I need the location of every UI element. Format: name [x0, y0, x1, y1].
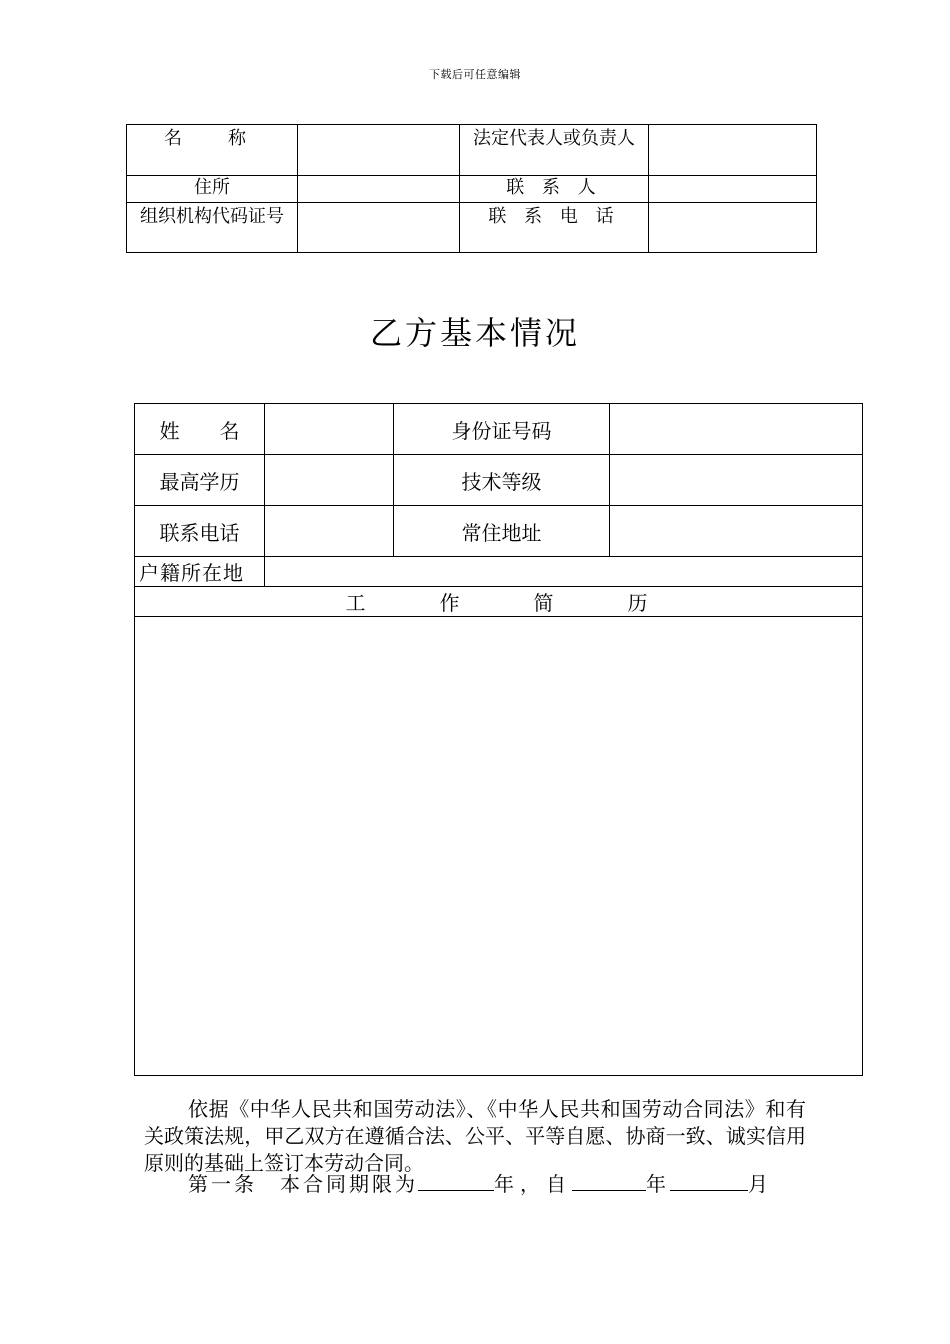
party-b-table	[134, 403, 863, 1076]
education-value-cell[interactable]	[265, 455, 394, 506]
address-label: 住所	[127, 176, 298, 203]
clause-1-month: 月	[748, 1172, 768, 1196]
section-title: 乙方基本情况	[369, 314, 580, 352]
term-years-blank[interactable]	[418, 1170, 494, 1191]
phone-label: 联 系 电 话	[460, 203, 649, 253]
b-name-value-cell[interactable]	[265, 404, 394, 455]
clause-1	[188, 1170, 768, 1198]
intro-text: 依据《中华人民共和国劳动法》、《中华人民共和国劳动合同法》和有关政策法规，甲乙双方在遵循合法、公平、平等自愿、协商一致、诚实信用原则的基础上签订本劳动合同。	[144, 1097, 806, 1175]
id-number-label: 身份证号码	[394, 404, 610, 455]
contact-value-cell[interactable]	[649, 176, 817, 203]
work-history-title: 工作简历	[135, 587, 863, 617]
hukou-value-cell[interactable]	[265, 557, 863, 587]
residence-value-cell[interactable]	[610, 506, 863, 557]
start-month-blank[interactable]	[670, 1170, 748, 1191]
clause-1-year-from: 年，自	[494, 1172, 572, 1196]
b-phone-value-cell[interactable]	[265, 506, 394, 557]
party-a-table	[126, 124, 817, 253]
clause-1-year: 年	[646, 1172, 666, 1196]
org-code-value-cell[interactable]	[298, 203, 460, 253]
name-value-cell[interactable]	[298, 125, 460, 176]
residence-label: 常住地址	[394, 506, 610, 557]
org-code-label: 组织机构代码证号	[127, 203, 298, 253]
name-label: 名 称	[127, 125, 298, 176]
skill-level-value-cell[interactable]	[610, 455, 863, 506]
id-number-value-cell[interactable]	[610, 404, 863, 455]
hukou-label: 户籍所在地	[135, 557, 265, 587]
legal-rep-label: 法定代表人或负责人	[460, 125, 649, 176]
b-phone-label: 联系电话	[135, 506, 265, 557]
start-year-blank[interactable]	[572, 1170, 646, 1191]
header-note: 下载后可任意编辑	[429, 68, 521, 81]
phone-value-cell[interactable]	[649, 203, 817, 253]
clause-1-prefix: 第一条 本合同期限为	[188, 1172, 418, 1196]
address-value-cell[interactable]	[298, 176, 460, 203]
intro-paragraph	[144, 1096, 806, 1177]
education-label: 最高学历	[135, 455, 265, 506]
contact-label: 联 系 人	[460, 176, 649, 203]
work-history-area[interactable]	[135, 617, 863, 1076]
legal-rep-value-cell[interactable]	[649, 125, 817, 176]
b-name-label: 姓 名	[135, 404, 265, 455]
skill-level-label: 技术等级	[394, 455, 610, 506]
